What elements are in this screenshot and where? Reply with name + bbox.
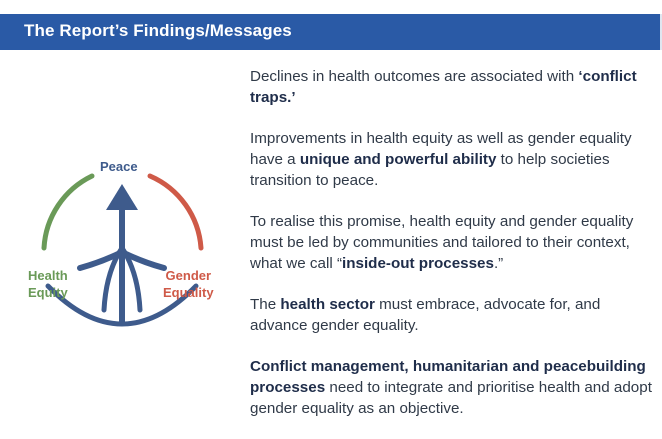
peace-diagram	[0, 150, 240, 340]
arrow-head	[106, 184, 138, 210]
peace-symbol-graphic	[0, 150, 240, 340]
header-bar	[0, 14, 662, 50]
finding-inside-out: To realise this promise, health equity and gender equality must be led by communities and tailored to their context, what we call “inside-out processes.”	[250, 213, 634, 272]
finding-conflict-traps: Declines in health outcomes are associated with ‘conflict traps.’	[250, 68, 637, 106]
health-label-line1: Health	[28, 268, 68, 283]
gender-label-line2: Equality	[163, 285, 214, 300]
health-equity-label	[28, 267, 68, 301]
gender-label-line1: Gender	[165, 268, 212, 283]
findings-text	[250, 66, 655, 439]
finding-health-equity: Improvements in health equity as well as gender equality have a unique and powerful ability to help societies transition to peace.	[250, 130, 632, 189]
finding-conflict-management: Conflict management, humanitarian and peacebuilding processes need to integrate and prioritise health and adopt gender equality as an objective.	[250, 358, 652, 417]
peace-label: Peace	[100, 159, 138, 174]
page-title: The Report’s Findings/Messages	[24, 21, 292, 40]
gender-equality-arc	[150, 176, 201, 248]
health-label-line2: Equity	[28, 285, 68, 300]
health-equity-arc	[44, 176, 92, 248]
finding-health-sector: The health sector must embrace, advocate for, and advance gender equality.	[250, 296, 601, 334]
gender-equality-label	[163, 267, 214, 301]
